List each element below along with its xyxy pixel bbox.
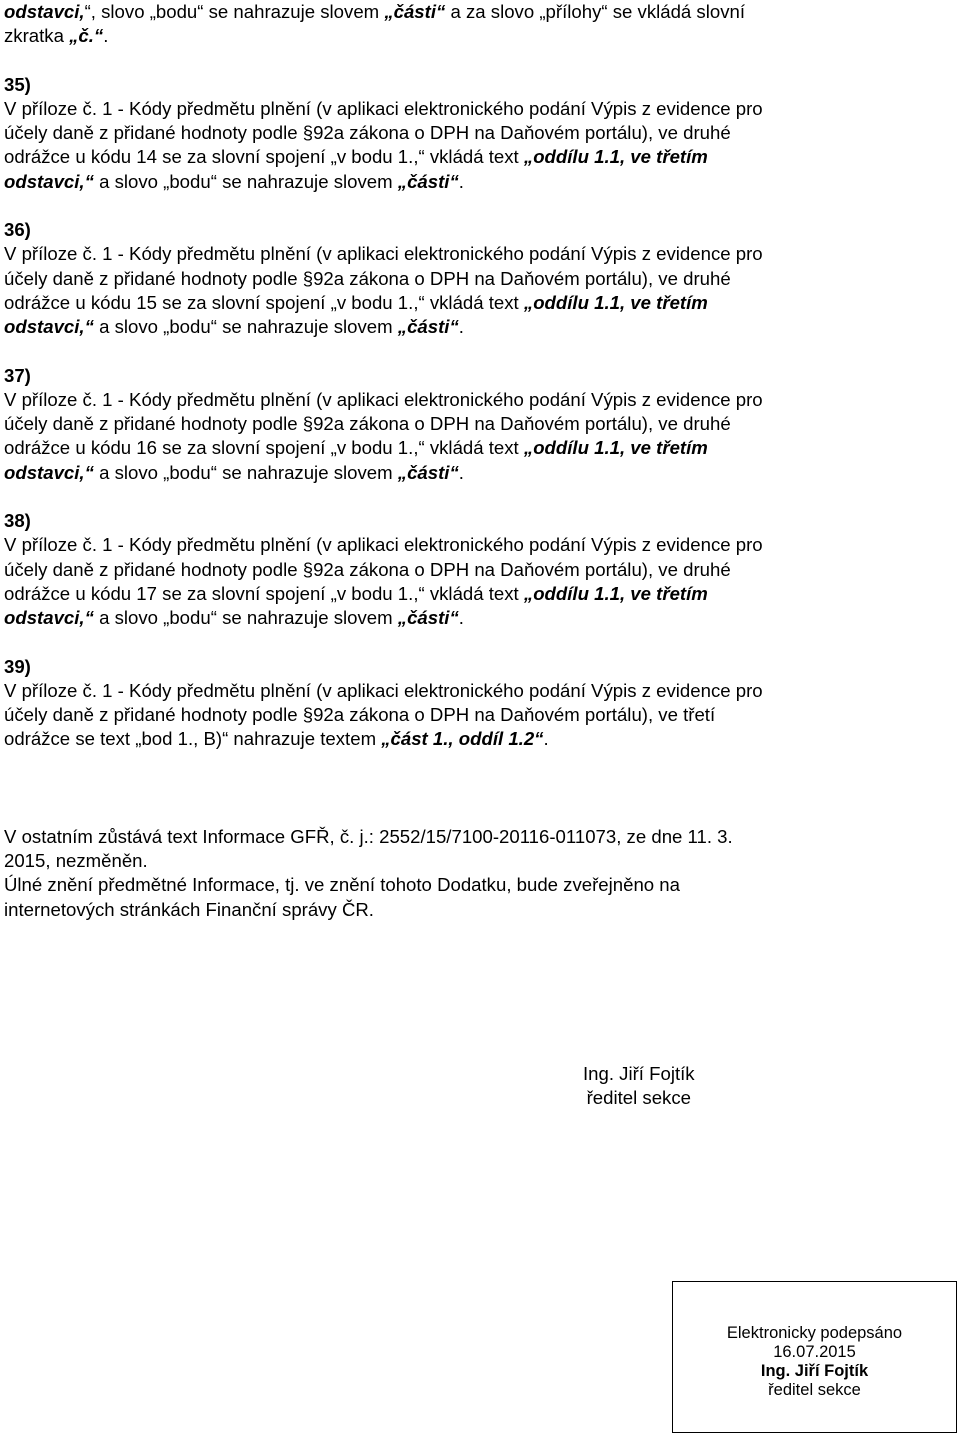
intro-text: .: [103, 25, 109, 47]
signature-block: [583, 1062, 695, 1111]
item-line: účely daně z přidané hodnoty podle §92a zákona o DPH na Daňovém portálu), ve třetí: [4, 704, 716, 726]
intro-emphasis: „č.“: [69, 25, 104, 47]
intro-emphasis: „části“: [384, 1, 446, 22]
document-page: [4, 0, 872, 922]
item-line: [4, 606, 872, 630]
item-line: V příloze č. 1 - Kódy předmětu plnění (v aplikaci elektronického podání Výpis z evidence pro: [4, 97, 763, 119]
item-text: [4, 533, 872, 630]
amendment-item-39: [4, 655, 872, 752]
closing-line: internetových stránkách Finanční správy ČR.: [4, 898, 374, 920]
signatory-title: ředitel sekce: [586, 1087, 691, 1109]
intro-text: zkratka: [4, 25, 70, 47]
spacer: [4, 194, 872, 218]
closing-paragraph-2: [4, 873, 872, 922]
item-line: [4, 291, 872, 315]
spacer: [4, 340, 872, 364]
item-emphasis: „části“: [397, 316, 459, 338]
stamp-date: 16.07.2015: [773, 1343, 856, 1361]
item-text-run: a slovo „bodu“ se nahrazuje slovem: [93, 607, 398, 629]
stamp-signatory-title: ředitel sekce: [768, 1381, 861, 1399]
item-number: 37): [4, 364, 31, 386]
amendment-item: [4, 218, 872, 339]
item-text-run: odrážce u kódu 17 se za slovní spojení „v bodu 1.,“ vkládá text: [4, 582, 524, 604]
intro-paragraph: [4, 0, 872, 49]
amendment-item: [4, 509, 872, 630]
item-text-run: a slovo „bodu“ se nahrazuje slovem: [93, 316, 398, 338]
closing-line: Úlné znění předmětné Informace, tj. ve znění tohoto Dodatku, bude zveřejněno na: [4, 874, 680, 896]
item-emphasis: „části“: [397, 607, 459, 629]
amendment-item: [4, 73, 872, 194]
intro-line-1: [4, 0, 872, 24]
item-line: V příloze č. 1 - Kódy předmětu plnění (v aplikaci elektronického podání Výpis z evidence pro: [4, 388, 763, 410]
item-emphasis: odstavci,“: [4, 316, 94, 338]
item-text: [4, 242, 872, 339]
electronic-signature-stamp: [672, 1281, 957, 1433]
item-line: [4, 145, 872, 169]
item-number: 36): [4, 219, 31, 241]
intro-emphasis: odstavci,: [4, 1, 85, 22]
item-text: [4, 388, 872, 485]
item-line: [4, 315, 872, 339]
item-line: V příloze č. 1 - Kódy předmětu plnění (v aplikaci elektronického podání Výpis z evidence pro: [4, 243, 763, 265]
spacer: [4, 752, 872, 825]
item-emphasis: „část 1., oddíl 1.2“: [381, 728, 544, 750]
item-text: [4, 97, 872, 194]
spacer: [4, 631, 872, 655]
stamp-text: [673, 1324, 956, 1400]
item-emphasis: odstavci,“: [4, 607, 94, 629]
item-text-run: .: [458, 316, 464, 338]
item-emphasis: „oddílu 1.1, ve třetím: [523, 146, 708, 168]
closing-paragraph-1: [4, 825, 872, 874]
amendment-item: [4, 364, 872, 485]
closing-line: 2015, nezměněn.: [4, 850, 148, 872]
item-emphasis: „části“: [397, 170, 459, 192]
item-text-run: .: [458, 461, 464, 483]
item-emphasis: „části“: [397, 461, 459, 483]
stamp-label: Elektronicky podepsáno: [726, 1324, 903, 1342]
item-text: [4, 679, 872, 752]
item-line: účely daně z přidané hodnoty podle §92a zákona o DPH na Daňovém portálu), ve druhé: [4, 558, 731, 580]
intro-text: “, slovo „bodu“ se nahrazuje slovem: [84, 1, 385, 22]
signatory-name: Ing. Jiří Fojtík: [583, 1063, 695, 1084]
item-line: účely daně z přidané hodnoty podle §92a zákona o DPH na Daňovém portálu), ve druhé: [4, 413, 731, 435]
item-text-run: odrážce u kódu 16 se za slovní spojení „v bodu 1.,“ vkládá text: [4, 437, 524, 459]
intro-text: a za slovo „přílohy“ se vkládá slovní: [445, 1, 746, 22]
intro-line-2: [4, 24, 872, 48]
item-text-run: odrážce se text „bod 1., B)“ nahrazuje textem: [4, 728, 382, 750]
item-text-run: a slovo „bodu“ se nahrazuje slovem: [93, 170, 398, 192]
item-text-run: .: [458, 170, 464, 192]
item-line: [4, 436, 872, 460]
item-line: V příloze č. 1 - Kódy předmětu plnění (v aplikaci elektronického podání Výpis z evidence pro: [4, 679, 763, 701]
item-number: 39): [4, 655, 31, 677]
item-line: účely daně z přidané hodnoty podle §92a zákona o DPH na Daňovém portálu), ve druhé: [4, 267, 731, 289]
item-number: 35): [4, 73, 31, 95]
closing-line: V ostatním zůstává text Informace GFŘ, č. j.: 2552/15/7100-20116-011073, ze dne 11. 3.: [4, 825, 733, 847]
item-line: [4, 461, 872, 485]
item-text-run: .: [543, 728, 549, 750]
item-emphasis: odstavci,“: [4, 461, 94, 483]
stamp-signatory-name: Ing. Jiří Fojtík: [760, 1362, 869, 1380]
item-text-run: .: [458, 607, 464, 629]
spacer: [4, 49, 872, 73]
item-line: [4, 170, 872, 194]
item-emphasis: „oddílu 1.1, ve třetím: [523, 437, 708, 459]
item-number: 38): [4, 510, 31, 532]
item-emphasis: „oddílu 1.1, ve třetím: [523, 291, 708, 313]
item-text-run: a slovo „bodu“ se nahrazuje slovem: [93, 461, 398, 483]
spacer: [4, 485, 872, 509]
item-emphasis: odstavci,“: [4, 170, 94, 192]
item-emphasis: „oddílu 1.1, ve třetím: [523, 582, 708, 604]
item-text-run: odrážce u kódu 15 se za slovní spojení „v bodu 1.,“ vkládá text: [4, 291, 524, 313]
item-line: V příloze č. 1 - Kódy předmětu plnění (v aplikaci elektronického podání Výpis z evidence pro: [4, 534, 763, 556]
item-text-run: odrážce u kódu 14 se za slovní spojení „v bodu 1.,“ vkládá text: [4, 146, 524, 168]
item-line: účely daně z přidané hodnoty podle §92a zákona o DPH na Daňovém portálu), ve druhé: [4, 122, 731, 144]
item-line: [4, 727, 872, 751]
item-line: [4, 582, 872, 606]
